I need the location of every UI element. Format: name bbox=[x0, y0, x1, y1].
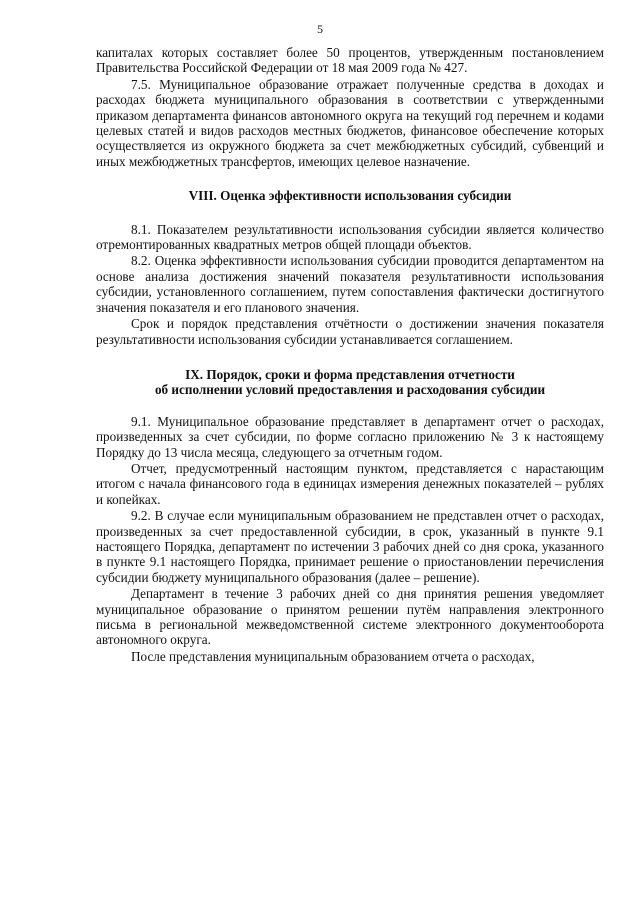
paragraph-reporting-deadline: Срок и порядок представления отчётности о достижении значения показателя результативности использования субсидии устанавливается соглашением. bbox=[96, 316, 604, 347]
paragraph-department-notice: Департамент в течение 3 рабочих дней со дня принятия решения уведомляет муниципальное образование о принятом решении путём направления электронного письма в региональной межведомственной системе электронного документооборота автономного округа. bbox=[96, 586, 604, 648]
paragraph-after-report: После представления муниципальным образованием отчета о расходах, bbox=[131, 648, 535, 664]
paragraph-8-2: 8.2. Оценка эффективности использования субсидии проводится департаментом на основе анализа достижения значений показателя результативности использования субсидии, установленного соглашением, путем сопоставления фактически достигнутого значения показателя и его планового значения. bbox=[96, 253, 604, 315]
document-body bbox=[96, 45, 604, 664]
paragraph-7-5: 7.5. Муниципальное образование отражает полученные средства в доходах и расходах бюджета муниципального образования в соответствии с утвержденными приказом департамента финансов автономного округа на текущий год перечнем и кодами целевых статей и видов расходов местных бюджетов, финансовое обеспечение которых осуществляется из окружного бюджета за счет межбюджетных субсидий, субвенций и иных межбюджетных трансфертов, имеющих целевое назначение. bbox=[96, 76, 604, 169]
paragraph-9-1: 9.1. Муниципальное образование представляет в департамент отчет о расходах, произведенных за счет субсидии, по форме согласно приложению № 3 к настоящему Порядку до 13 числа месяца, следующего за отчетным годом. bbox=[96, 413, 604, 460]
paragraph-report-cumulative: Отчет, предусмотренный настоящим пунктом, представляется с нарастающим итогом с начала финансового года в единицах измерения денежных показателей – рублях и копейках. bbox=[96, 460, 604, 507]
paragraph-9-2: 9.2. В случае если муниципальным образованием не представлен отчет о расходах, произведенных за счет предоставленной субсидии, в срок, указанный в пункте 9.1 настоящего Порядка, департамент по истечении 3 рабочих дней со дня срока, указанного в пункте 9.1 настоящего Порядка, принимает решение о приостановлении перечисления субсидии бюджету муниципального образования (далее – решение). bbox=[96, 508, 604, 585]
page-number: 5 bbox=[317, 22, 323, 36]
paragraph-continuation: капиталах которых составляет более 50 процентов, утвержденным постановлением Правительства Российской Федерации от 18 мая 2009 года № 427. bbox=[96, 45, 604, 76]
section-9-heading-line-1: IX. Порядок, сроки и форма представления отчетности bbox=[185, 366, 515, 382]
section-8-heading: VIII. Оценка эффективности использования субсидии bbox=[188, 188, 512, 204]
section-9-heading-line-2: об исполнении условий предоставления и расходования субсидии bbox=[154, 382, 546, 398]
paragraph-8-1: 8.1. Показателем результативности использования субсидии является количество отремонтированных квадратных метров общей площади объектов. bbox=[96, 221, 604, 253]
